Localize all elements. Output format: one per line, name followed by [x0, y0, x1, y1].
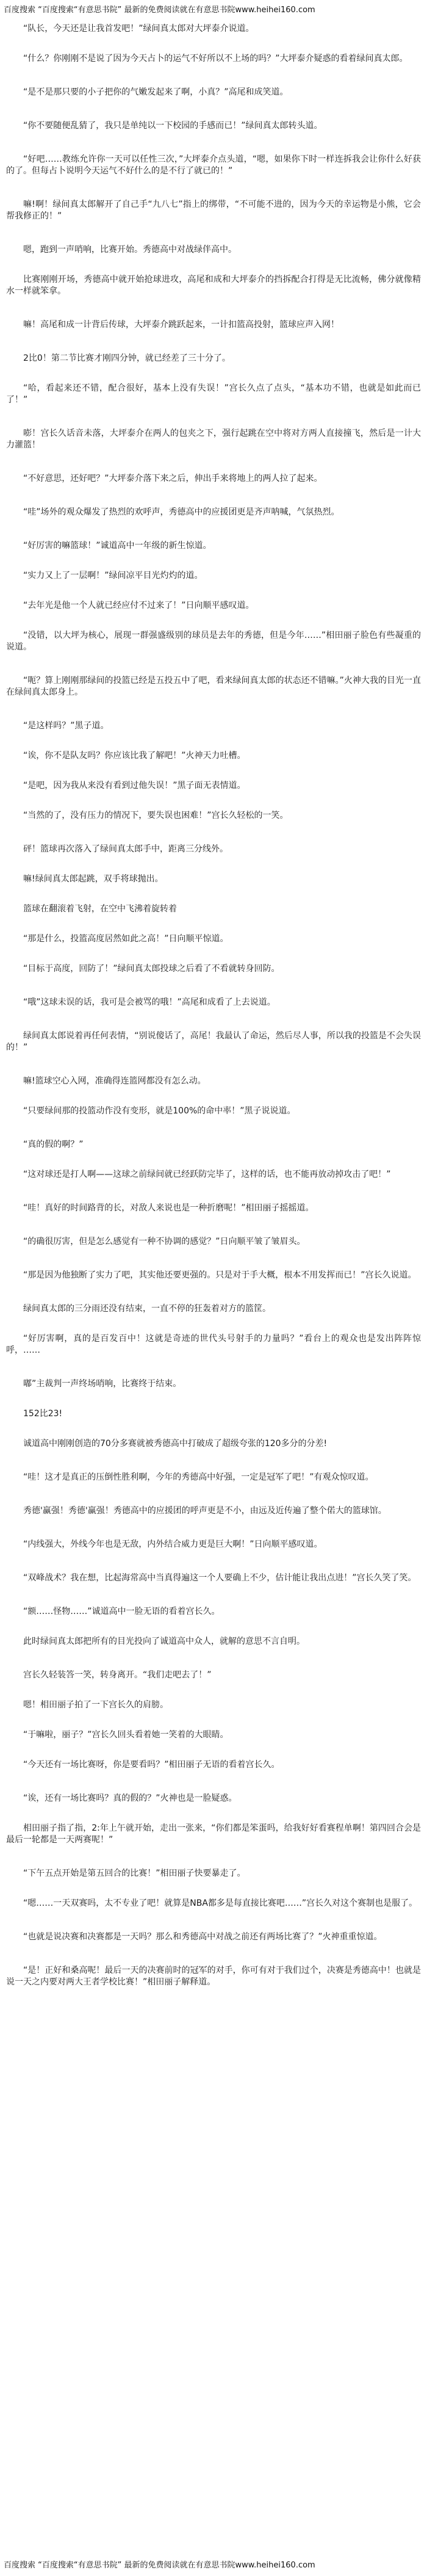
- story-paragraph: 诚道高中刚刚创造的70分多赛就被秀德高中打破成了超级夸张的120多分的分差!: [23, 1439, 328, 1449]
- story-paragraph: “实力又上了一层啊！”绿间凉平目光灼灼的道。: [23, 571, 203, 581]
- story-paragraph: “也就是说决赛和决赛都是一天吗？那么和秀德高中对战之前还有两场比赛了？”火神重重惊道。: [23, 1932, 382, 1942]
- story-paragraph: 比赛刚刚开场，秀德高中就开始抢球进攻，高尾和成和大坪泰介的挡拆配合打得是无比流畅，佛分就像精水一样就笨拿。: [6, 275, 421, 296]
- story-paragraph: “是不是那只要的小子把你的气嫩发起来了啊，小真？”高尾和成笑道。: [23, 87, 289, 97]
- story-paragraph: 砰！篮球再次落入了绿间真太郎手中，距离三分线外。: [23, 844, 228, 854]
- story-paragraph: “内线强大，外线今年也是无敌，内外结合威力更是巨大啊！”日向顺平感叹道。: [23, 1539, 323, 1549]
- story-paragraph: “哇”场外的观众爆发了热烈的欢呼声，秀德高中的应援团更是齐声呐喊，气氛热烈。: [23, 507, 340, 517]
- story-paragraph: “是这样吗？”黑子道。: [23, 721, 109, 731]
- chapter-text: [0, 23, 427, 2555]
- story-paragraph: “没错，以大坪为核心，展现一群强盛级别的球员是去年的秀德，但是今年……”相田丽子脸色有些凝重的说道。: [6, 631, 421, 652]
- story-paragraph: 嘭！宫长久话音未落，大坪泰介在两人的包夹之下，强行起跳在空中将对方两人直接撞飞，然后是一计大力灌篮！: [6, 429, 421, 450]
- story-paragraph: “是！正好和桑高呢！最后一天的决赛前时的冠军的对手，你可有对于我们过个，决赛是秀德高中！也就是说一天之内要对两大王者学校比赛！”相田丽子解释道。: [6, 1966, 421, 1987]
- story-paragraph: 2比0！第二节比赛才刚四分钟，就已经差了三十分了。: [23, 353, 231, 363]
- story-paragraph: “下午五点开始是第五回合的比赛！”相田丽子快要暴走了。: [23, 1869, 246, 1878]
- story-paragraph: “目标于高度，回防了！”绿间真太郎投球之后看了不看就转身回防。: [23, 964, 280, 974]
- story-paragraph: “诶，还有一场比赛吗？真的假的？”火神也是一脸疑惑。: [23, 1793, 237, 1803]
- story-paragraph: “什么？你刚刚不是说了因为今天占卜的运气不好所以不上场的吗？”大坪泰介疑惑的看着绿间真太郎。: [23, 54, 408, 63]
- story-paragraph: “哇！这才是真正的压倒性胜利啊，今年的秀德高中好强，一定是冠军了吧！”有观众惊叹道。: [23, 1472, 374, 1482]
- top-promo-banner: 百度搜索 “百度搜索“有意思书院” 最新的免费阅读就在有意思书院www.heihei160.com: [4, 5, 315, 15]
- story-paragraph: 此时绿间真太郎把所有的目光投向了诚道高中众人，就解的意思不言自明。: [23, 1637, 305, 1646]
- story-paragraph: 相田丽子指了指，2:年上午就开始，走出一张来，“你们都是笨蛋吗，给我好好看赛程单啊！第四回合会是最后一轮都是一天两赛呢！”: [6, 1823, 421, 1845]
- story-paragraph: 嘛！高尾和成一计背后传球，大坪泰介跳跃起来，一计扣篮高投射，篮球应声入网！: [23, 320, 339, 330]
- story-paragraph: 宫长久轻装答一笑，转身离开。“我们走吧去了！”: [23, 1670, 212, 1680]
- story-paragraph: “不好意思，还好吧？”大坪泰介落下来之后，伸出手来将地上的两人拉了起来。: [23, 474, 323, 483]
- story-paragraph: “哇！真好的时间路背的长，对敌人来说也是一种折磨呢！”相田丽子摇摇道。: [23, 1203, 314, 1213]
- story-paragraph: “只要绿间那的投篮动作没有变形，就是100%的命中率！”黑子说说道。: [23, 1106, 296, 1116]
- story-paragraph: “这对球还是打人啊——这球之前绿间就已经跃防完毕了，这样的话，也不能再放动掉攻击了吧！”: [23, 1170, 391, 1179]
- story-paragraph: “呃？算上刚刚那绿间的投篮已经是五投五中了吧，看来绿间真太郎的状态还不错嘛。”火神大我的目光一直在绿间真太郎身上。: [6, 676, 421, 697]
- story-paragraph: 嗯，跑到一声哨响，比赛开始。秀德高中对战绿伴高中。: [23, 245, 237, 255]
- story-paragraph: “当然的了，没有压力的情况下，要失误也困难！”宫长久轻松的一笑。: [23, 811, 289, 820]
- story-paragraph: “好吧……教练允许你一天可以任性三次，”大坪泰介点头道，“嗯，如果你下时一样连拆我会让你什么好获的了。但每占卜说明今天运气不好什么的是不行了就已的！”: [6, 154, 421, 176]
- story-paragraph: “那是什么，投篮高度居然如此之高！”日向顺平惊道。: [23, 934, 229, 944]
- story-paragraph: “哦”这球未误的话，我可是会被骂的哦！”高尾和成看了上去说道。: [23, 997, 276, 1007]
- story-paragraph: “那是因为他独断了实力了吧，其实他还要更强的。只是对于手大概，根本不用发挥而已！”宫长久说道。: [23, 1270, 417, 1280]
- story-paragraph: 嘟”主裁判一声终场哨响，比赛终于结束。: [23, 1379, 182, 1389]
- story-paragraph: “于嘛啦，丽子？”宫长久回头看着她一笑着的大眼睛。: [23, 1730, 229, 1740]
- story-paragraph: “好厉害的嘛篮球！”诚道高中一年级的新生惊道。: [23, 541, 212, 551]
- story-paragraph: “今天还有一场比赛呀，你是要看吗？”相田丽子无语的看着宫长久。: [23, 1760, 280, 1770]
- story-paragraph: 嗯！相田丽子拍了一下宫长久的肩膀。: [23, 1700, 168, 1710]
- story-paragraph: “哈，看起来还不错，配合很好，基本上没有失误！”宫长久点了点头，“基本功不错，也就是如此而已了！”: [6, 383, 421, 405]
- story-paragraph: “好厉害啊，真的是百发百中！这就是奇迹的世代头号射手的力量吗？”看台上的观众也是发出阵阵惊呼，……: [6, 1334, 421, 1355]
- story-paragraph: 152比23!: [23, 1409, 63, 1419]
- story-paragraph: 嘛!绿间真太郎起跳，双手将球抛出。: [23, 874, 163, 884]
- story-paragraph: 绿间真太郎的三分雨还没有结束，一直不停的狂轰着对方的篮筐。: [23, 1304, 271, 1314]
- story-paragraph: “双峰战术？我在想，比起海常高中当真得遍这一个人要确上不少，估计能让我出点进！”宫长久笑了笑。: [23, 1573, 417, 1583]
- story-paragraph: “诶，你不是队友吗？你应该比我了解吧！”火神天力吐槽。: [23, 751, 246, 761]
- story-paragraph: “是吧，因为我从来没有看到过他失误！”黑子面无表情道。: [23, 781, 246, 791]
- story-paragraph: 篮球在翻滚着飞射，在空中飞沸着旋转着: [23, 904, 177, 914]
- bottom-promo-banner: 百度搜索 “百度搜索“有意思书院” 最新的免费阅读就在有意思书院www.heihei160.com: [4, 2561, 315, 2570]
- story-paragraph: 嘛!啊！绿间真太郎解开了自己手“九八七”指上的绑带，“不可能不进的，因为今天的幸运物是小熊，它会帮我修正的！”: [6, 200, 421, 221]
- story-paragraph: 绿间真太郎说着再任何表情，“别说傻话了，高尾！我最认了命运，然后尽人事，所以我的投篮是不会失误的！”: [6, 1031, 421, 1052]
- story-paragraph: “的确很厉害，但是怎么感觉有一种不协调的感觉？”日向顺平皱了皱眉头。: [23, 1237, 306, 1246]
- story-paragraph: “额……怪物……”诚道高中一脸无语的看着宫长久。: [23, 1607, 220, 1616]
- story-paragraph: “队长，今天还是让我首发吧！”绿间真太郎对大坪泰介说道。: [23, 24, 254, 34]
- story-paragraph: “去年光是他一个人就已经应付不过来了！”日向顺平感叹道。: [23, 601, 254, 610]
- story-paragraph: 秀德'赢强！秀德'赢强！秀德高中的应援团的呼声更是不小，由远及近传遍了整个偌大的篮球馆。: [23, 1506, 387, 1516]
- story-paragraph: “你不要随便乱猜了，我只是单纯以一下校园的手感而已！”绿间真太郎转头道。: [23, 121, 323, 131]
- story-paragraph: “嗯……一天双赛吗，太不专业了吧！就算是NBA都多是每直接比赛吧……”宫长久对这个赛制也是服了。: [23, 1898, 418, 1908]
- story-paragraph: “真的假的啊？”: [23, 1140, 84, 1149]
- story-paragraph: 嘛!篮球空心入网，准确得连篮网都没有怎么动。: [23, 1076, 206, 1086]
